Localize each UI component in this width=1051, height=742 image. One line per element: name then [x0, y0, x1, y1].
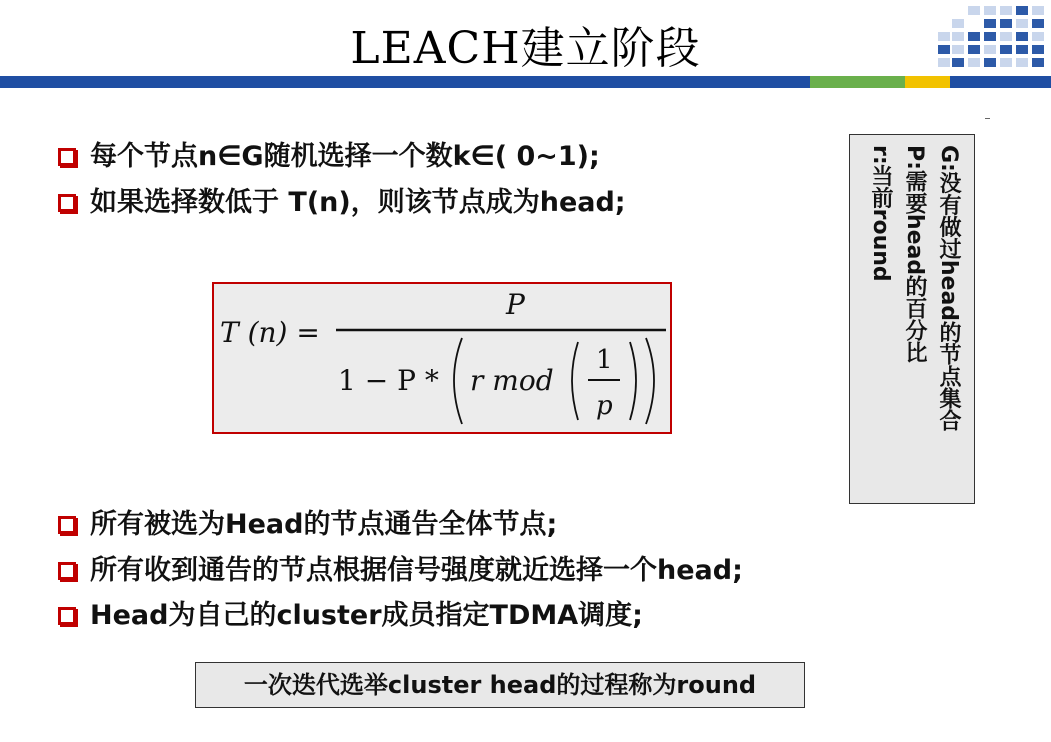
- definition-r: r:当前round: [868, 145, 893, 282]
- bullet-text: 如果选择数低于 T(n)，则该节点成为head;: [90, 187, 626, 218]
- formula-rmod: r mod: [470, 364, 554, 397]
- bullet-item: [58, 548, 743, 587]
- decorative-grid: [938, 0, 1051, 74]
- header-bar-blue-right: [950, 76, 1051, 88]
- formula-lhs: T (n) =: [220, 316, 320, 349]
- definitions-box: [849, 134, 975, 504]
- checkbox-bullet-icon: [58, 148, 76, 166]
- bullet-text: 所有被选为Head的节点通告全体节点;: [90, 509, 558, 540]
- threshold-formula: [214, 284, 670, 432]
- right-paren-outer: [646, 338, 654, 424]
- left-paren-outer: [454, 338, 462, 424]
- bullet-text: Head为自己的cluster成员指定TDMA调度;: [90, 600, 643, 631]
- left-paren-inner: [572, 342, 578, 420]
- inner-denominator: p: [596, 391, 613, 421]
- divider-mark: [985, 118, 990, 119]
- checkbox-bullet-icon: [58, 607, 76, 625]
- bullet-item: [58, 593, 643, 632]
- formula-box: [212, 282, 672, 434]
- bullet-item: [58, 180, 626, 219]
- header-bar-yellow: [905, 76, 950, 88]
- formula-denom-left: 1 − P *: [338, 364, 439, 397]
- checkbox-bullet-icon: [58, 194, 76, 212]
- bullet-item: [58, 134, 600, 173]
- header-bar-blue: [0, 76, 810, 88]
- bullet-text: 每个节点n∈G随机选择一个数k∈( 0~1);: [90, 141, 600, 172]
- definition-g: G:没有做过head的节点集合: [936, 145, 961, 432]
- header-bar-green: [810, 76, 905, 88]
- checkbox-bullet-icon: [58, 516, 76, 534]
- inner-numerator: 1: [596, 345, 613, 375]
- formula-numerator: P: [506, 288, 525, 321]
- right-paren-inner: [630, 342, 636, 420]
- bullet-item: [58, 502, 557, 541]
- bullet-text: 所有收到通告的节点根据信号强度就近选择一个head;: [90, 555, 743, 586]
- definition-p: P:需要head的百分比: [902, 145, 927, 364]
- slide-title: LEACH建立阶段: [350, 23, 701, 74]
- checkbox-bullet-icon: [58, 562, 76, 580]
- round-definition-box: 一次迭代选举cluster head的过程称为round: [195, 662, 805, 708]
